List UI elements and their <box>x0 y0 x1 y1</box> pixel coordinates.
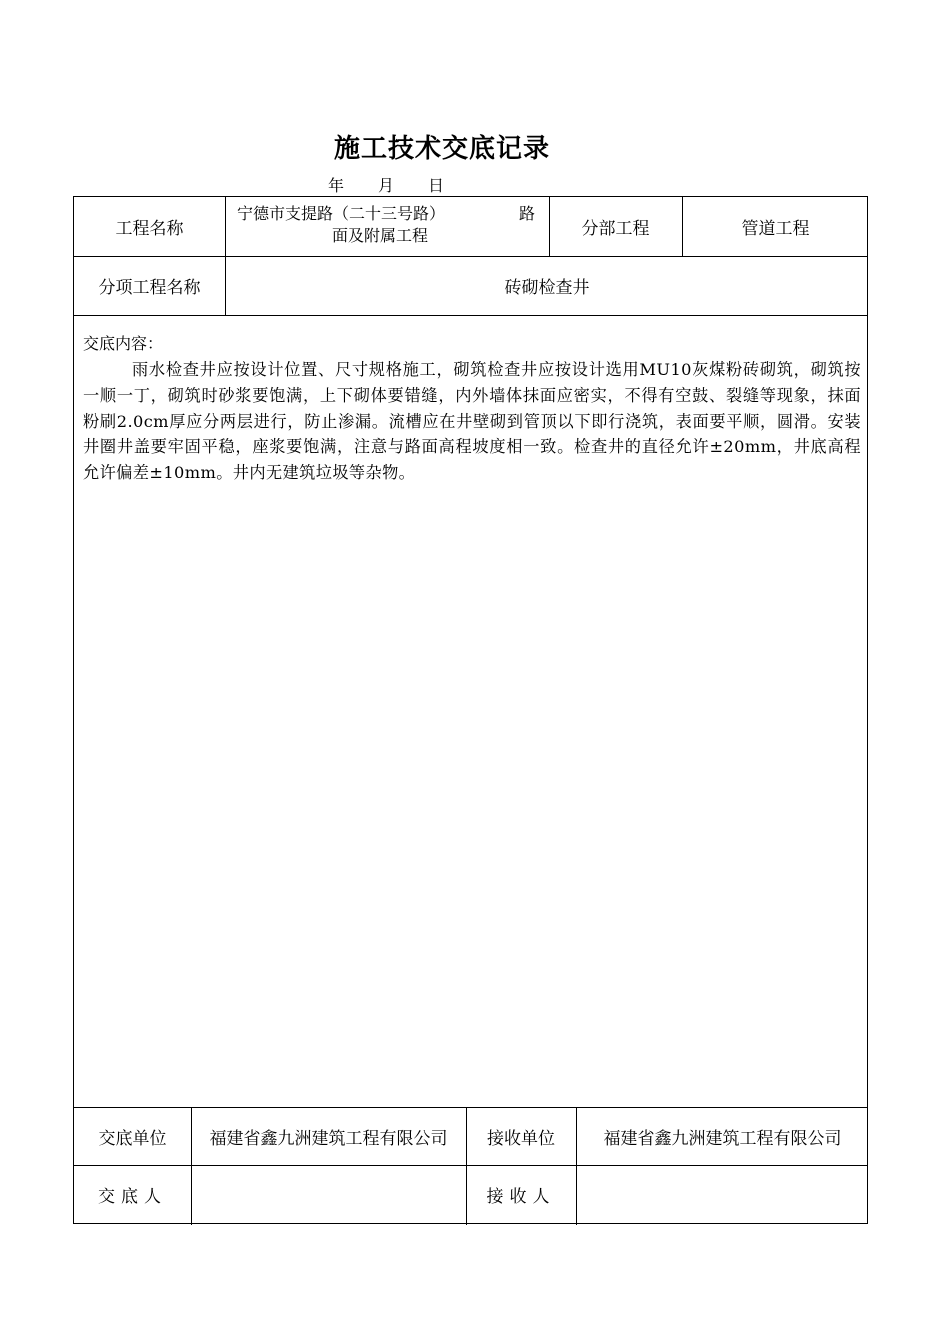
date-year: 年 <box>328 176 345 195</box>
date-day: 日 <box>428 176 445 195</box>
project-name-label: 工程名称 <box>115 219 184 239</box>
issuer-unit-value: 福建省鑫九洲建筑工程有限公司 <box>209 1128 448 1149</box>
document-title: 施工技术交底记录 <box>333 134 550 164</box>
row-divider <box>74 315 867 316</box>
project-name-road: 路 <box>518 204 535 223</box>
receiver-person-label: 接收人 <box>486 1186 556 1207</box>
project-name-line2: 面及附属工程 <box>331 226 428 245</box>
division-value: 管道工程 <box>741 219 810 239</box>
receiver-person-value[interactable] <box>576 1165 869 1223</box>
record-table <box>73 196 868 1224</box>
receiver-unit-label: 接收单位 <box>487 1128 555 1149</box>
date-month: 月 <box>378 176 395 195</box>
issuer-person-value[interactable] <box>191 1165 466 1223</box>
issuer-unit-label: 交底单位 <box>98 1128 167 1149</box>
content-label: 交底内容： <box>83 334 164 353</box>
content-body: 雨水检查井应按设计位置、尺寸规格施工，砌筑检查井应按设计选用MU10灰煤粉砖砌筑，砌筑按一顺一丁，砌筑时砂浆要饱满，上下砌体要错缝，内外墙体抹面应密实，不得有空鼓、裂缝等现象，抹面粉刷2.0cm厚应分两层进行，防止渗漏。流槽应在井壁砌到管顶以下即行浇筑，表面要平顺，圆滑。安装井圈井盖要牢固平稳，座浆要饱满，注意与路面高程坡度相一致。检查井的直径允许±20mm，井底高程允许偏差±10mm。井内无建筑垃圾等杂物。 <box>83 360 861 483</box>
issuer-person-label: 交底人 <box>98 1186 167 1207</box>
project-name-value <box>227 203 543 247</box>
subitem-value: 砖砌检查井 <box>504 278 590 298</box>
division-label: 分部工程 <box>581 219 650 239</box>
date-line <box>328 173 444 196</box>
receiver-unit-value: 福建省鑫九洲建筑工程有限公司 <box>603 1128 842 1149</box>
subitem-label: 分项工程名称 <box>98 278 201 298</box>
project-name-line1: 宁德市支提路（二十三号路） <box>237 204 446 223</box>
